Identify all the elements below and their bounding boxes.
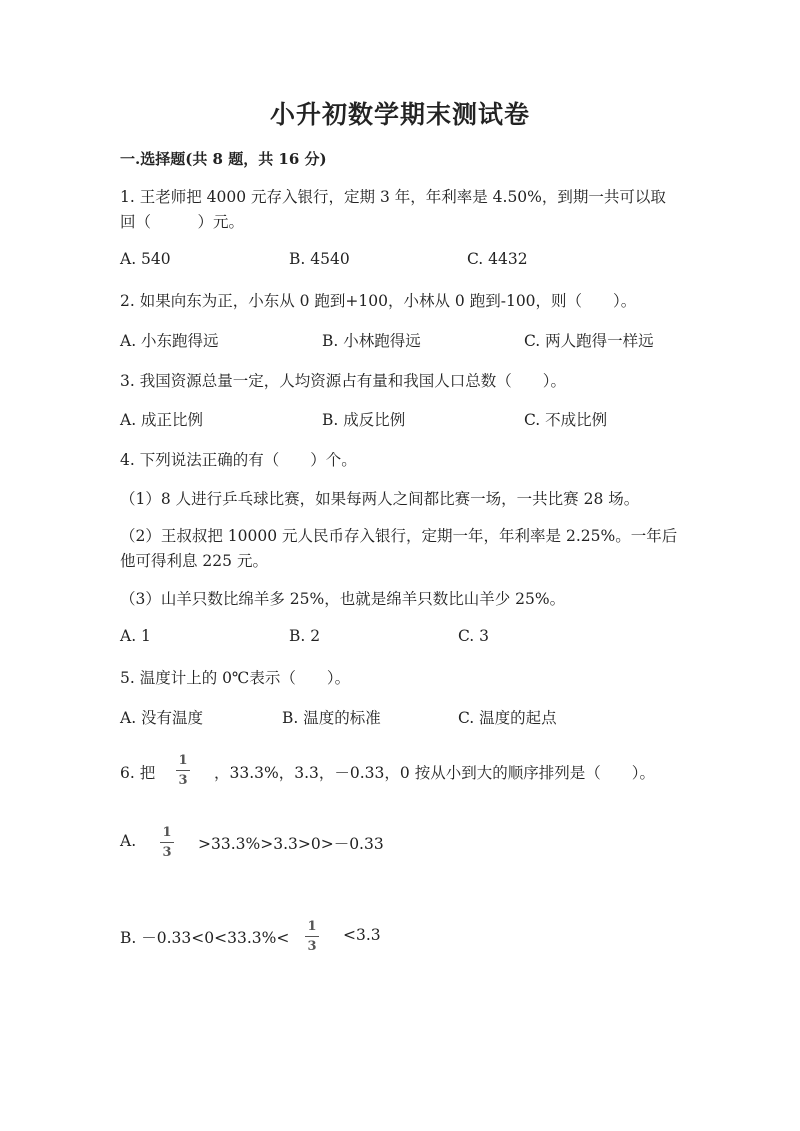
fraction-one-third <box>176 753 190 788</box>
q6-option-b-fraction <box>305 919 319 954</box>
section-heading: 一.选择题(共 8 题，共 16 分) <box>120 150 327 168</box>
question-2: 2. 如果向东为正，小东从 0 跑到+100，小林从 0 跑到-100，则（ ）。 <box>120 292 637 310</box>
q2-option-b[interactable]: B. 小林跑得远 <box>322 332 421 350</box>
fraction-bar <box>160 842 174 843</box>
q4-option-a[interactable]: A. 1 <box>120 627 151 645</box>
q1-option-c[interactable]: C. 4432 <box>467 250 528 268</box>
q1-option-b[interactable]: B. 4540 <box>289 250 350 268</box>
q1-option-a[interactable]: A. 540 <box>120 250 171 268</box>
question-3: 3. 我国资源总量一定，人均资源占有量和我国人口总数（ ）。 <box>120 372 566 390</box>
question-6-text: ，33.3%，3.3，－0.33，0 按从小到大的顺序排列是（ ）。 <box>214 764 655 782</box>
q4-option-b[interactable]: B. 2 <box>289 627 321 645</box>
q6-option-b-label[interactable]: B. －0.33<0<33.3%< <box>120 929 290 947</box>
fraction-denominator: 3 <box>178 773 188 788</box>
question-6-prefix: 6. 把 <box>120 764 156 782</box>
fraction-bar <box>305 936 319 937</box>
q3-option-c[interactable]: C. 不成比例 <box>524 411 608 429</box>
fraction-denominator: 3 <box>307 939 317 954</box>
q2-option-c[interactable]: C. 两人跑得一样远 <box>524 332 654 350</box>
q6-option-a-label[interactable]: A. <box>120 832 137 850</box>
q4-option-c[interactable]: C. 3 <box>458 627 490 645</box>
q6-option-a-fraction <box>160 825 174 860</box>
question-4: 4. 下列说法正确的有（ ）个。 <box>120 451 357 469</box>
q6-option-a-text: >33.3%>3.3>0>－0.33 <box>198 835 384 853</box>
q3-option-b[interactable]: B. 成反比例 <box>322 411 406 429</box>
q4-statement-2: （2）王叔叔把 10000 元人民币存入银行，定期一年，年利率是 2.25%。一年后他可得利息 225 元。 <box>120 527 678 570</box>
page-title: 小升初数学期末测试卷 <box>269 100 530 129</box>
q3-option-a[interactable]: A. 成正比例 <box>120 411 204 429</box>
question-1: 1. 王老师把 4000 元存入银行，定期 3 年，年利率是 4.50%，到期一共可以取回（ ）元。 <box>120 188 666 231</box>
q4-statement-1: （1）8 人进行乒乓球比赛，如果每两人之间都比赛一场，一共比赛 28 场。 <box>120 490 640 508</box>
q6-option-b-text: <3.3 <box>343 926 381 944</box>
question-5: 5. 温度计上的 0℃表示（ ）。 <box>120 669 351 687</box>
fraction-numerator: 1 <box>162 825 172 840</box>
q5-option-a[interactable]: A. 没有温度 <box>120 709 204 727</box>
fraction-denominator: 3 <box>162 845 172 860</box>
fraction-numerator: 1 <box>178 753 188 768</box>
q5-option-c[interactable]: C. 温度的起点 <box>458 709 557 727</box>
q2-option-a[interactable]: A. 小东跑得远 <box>120 332 219 350</box>
q5-option-b[interactable]: B. 温度的标准 <box>282 709 381 727</box>
fraction-numerator: 1 <box>307 919 317 934</box>
q4-statement-3: （3）山羊只数比绵羊多 25%，也就是绵羊只数比山羊少 25%。 <box>120 590 566 608</box>
fraction-bar <box>176 770 190 771</box>
